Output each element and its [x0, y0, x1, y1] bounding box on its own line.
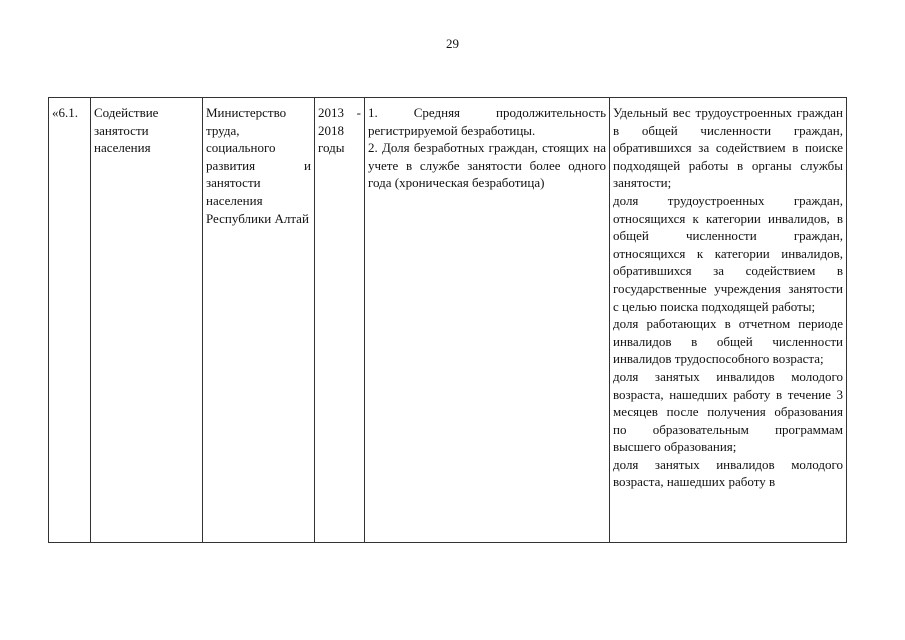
result-item: доля трудоустроенных граждан, относящихся к категории инвалидов, в общей численности граждан, относящихся к категории инвалидов, обратившихся за содействием в государственные учреждения занятости с целью поиска подходящей работы; [613, 192, 843, 314]
executor: Министерство труда, социального развития и занятости населения Республики Алтай [203, 98, 315, 543]
page-number: 29 [446, 36, 459, 51]
indicator-item: 2. Доля безработных граждан, стоящих на учете в службе занятости более одного года (хроническая безработица) [368, 140, 606, 191]
row-number: «6.1. [49, 98, 91, 543]
period: 2013 - 2018 годы [315, 98, 365, 543]
result-item: доля занятых инвалидов молодого возраста, нашедших работу в течение 3 месяцев после получения образования по образовательным программам высшего образования; [613, 368, 843, 455]
result-item: доля работающих в отчетном периоде инвалидов в общей численности инвалидов трудоспособного возраста; [613, 316, 843, 367]
program-table [48, 97, 847, 543]
measure-name: Содействие занятости населения [91, 98, 203, 543]
result-item: доля занятых инвалидов молодого возраста, нашедших работу в [613, 456, 843, 490]
indicators-cell [365, 98, 610, 543]
result-item: Удельный вес трудоустроенных граждан в общей численности граждан, обратившихся за содействием в поиске подходящей работы в органы службы занятости; [613, 105, 843, 191]
results-cell [610, 98, 847, 543]
table-row [49, 98, 847, 543]
indicator-item: 1. Средняя продолжительность регистрируемой безработицы. [368, 105, 606, 138]
